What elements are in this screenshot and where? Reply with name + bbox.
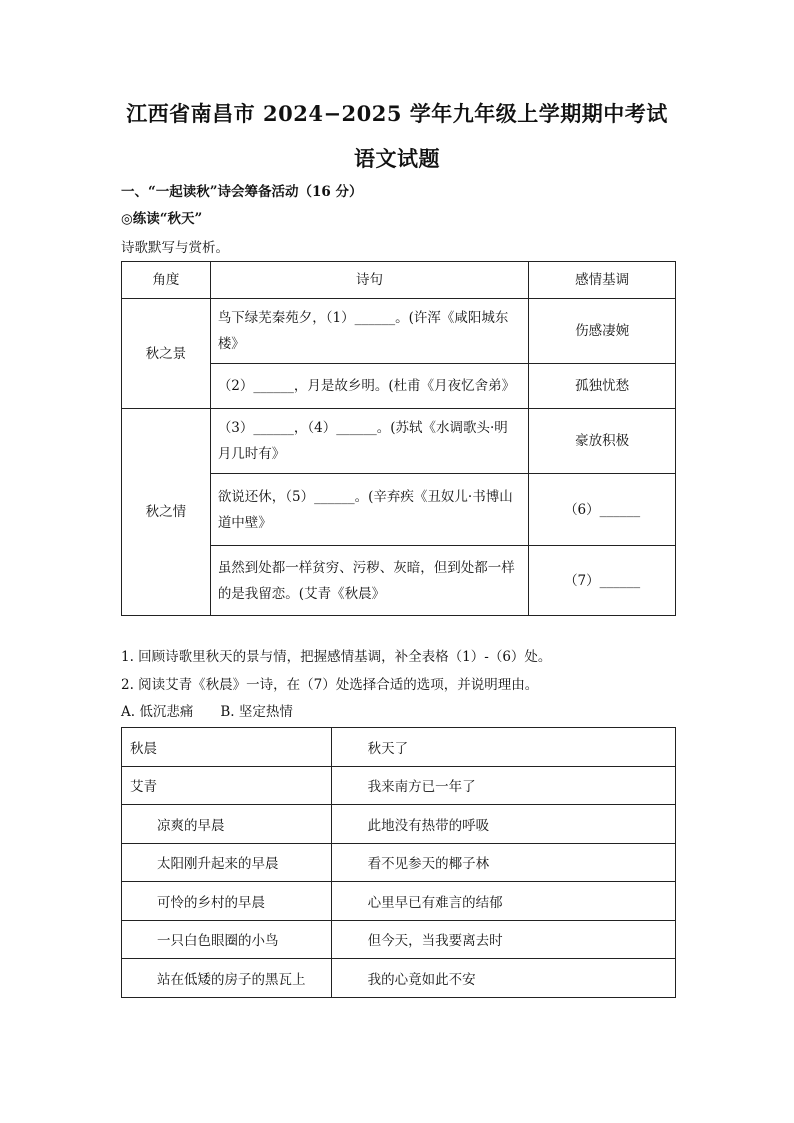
question-1: 1. 回顾诗歌里秋天的景与情，把握感情基调，补全表格（1）-（6）处。 — [121, 649, 552, 665]
poem-line: 此地没有热带的呼吸 — [331, 805, 675, 844]
section-heading: 一、“一起读秋”诗会筹备活动（16 分） — [121, 184, 363, 200]
table-row — [122, 843, 676, 882]
poem-recitation-table — [121, 261, 676, 616]
table-row — [122, 920, 676, 959]
table-row — [122, 959, 676, 998]
verse-cell: （2）______，月是故乡明。(杜甫《月夜忆舍弟》 — [210, 364, 528, 409]
question-2-options: A. 低沉悲痛 B. 坚定热情 — [121, 704, 293, 720]
verse-cell: 欲说还休，（5）______。(辛弃疾《丑奴儿·书博山道中壁》 — [210, 474, 528, 546]
column-header-tone: 感情基调 — [529, 262, 676, 299]
poem-line: 秋天了 — [331, 728, 675, 767]
table-header-row — [122, 262, 676, 299]
angle-autumn-scene: 秋之景 — [122, 299, 211, 409]
autumn-morning-poem-table — [121, 727, 676, 998]
column-header-angle: 角度 — [122, 262, 211, 299]
poem-line: 心里早已有难言的结郁 — [331, 882, 675, 921]
column-header-verse: 诗句 — [210, 262, 528, 299]
section-instruction: 诗歌默写与赏析。 — [121, 240, 229, 256]
table-row — [122, 409, 676, 474]
poem-line: 太阳刚升起来的早晨 — [122, 843, 332, 882]
poem-line: 看不见参天的椰子林 — [331, 843, 675, 882]
tone-cell: 豪放积极 — [529, 409, 676, 474]
table-row — [122, 728, 676, 767]
exam-subtitle: 语文试题 — [354, 146, 440, 171]
poem-line: 一只白色眼圈的小鸟 — [122, 920, 332, 959]
table-row — [122, 882, 676, 921]
poem-line: 但今天，当我要离去时 — [331, 920, 675, 959]
verse-cell: 虽然到处都一样贫穷、污秽、灰暗，但到处都一样的是我留恋。(艾青《秋晨》 — [210, 546, 528, 616]
tone-cell: 孤独忧愁 — [529, 364, 676, 409]
table-row — [122, 766, 676, 805]
poem-line: 我来南方已一年了 — [331, 766, 675, 805]
poem-line: 我的心竟如此不安 — [331, 959, 675, 998]
poem-line: 凉爽的早晨 — [122, 805, 332, 844]
tone-blank-7[interactable]: （7）______ — [529, 546, 676, 616]
tone-cell: 伤感凄婉 — [529, 299, 676, 364]
poem-line: 站在低矮的房子的黑瓦上 — [122, 959, 332, 998]
section-subheading: ◎练读“秋天” — [121, 211, 203, 227]
verse-cell: 鸟下绿芜秦苑夕，（1）______。(许浑《咸阳城东楼》 — [210, 299, 528, 364]
verse-cell: （3）______，（4）______。(苏轼《水调歌头·明月几时有》 — [210, 409, 528, 474]
table-row — [122, 299, 676, 364]
exam-title: 江西省南昌市 2024−2025 学年九年级上学期期中考试 — [126, 101, 668, 126]
poem-title: 秋晨 — [122, 728, 332, 767]
angle-autumn-emotion: 秋之情 — [122, 409, 211, 616]
poem-line: 可怜的乡村的早晨 — [122, 882, 332, 921]
table-row — [122, 805, 676, 844]
poem-author: 艾青 — [122, 766, 332, 805]
tone-blank-6[interactable]: （6）______ — [529, 474, 676, 546]
question-2: 2. 阅读艾青《秋晨》一诗，在（7）处选择合适的选项，并说明理由。 — [121, 677, 539, 693]
